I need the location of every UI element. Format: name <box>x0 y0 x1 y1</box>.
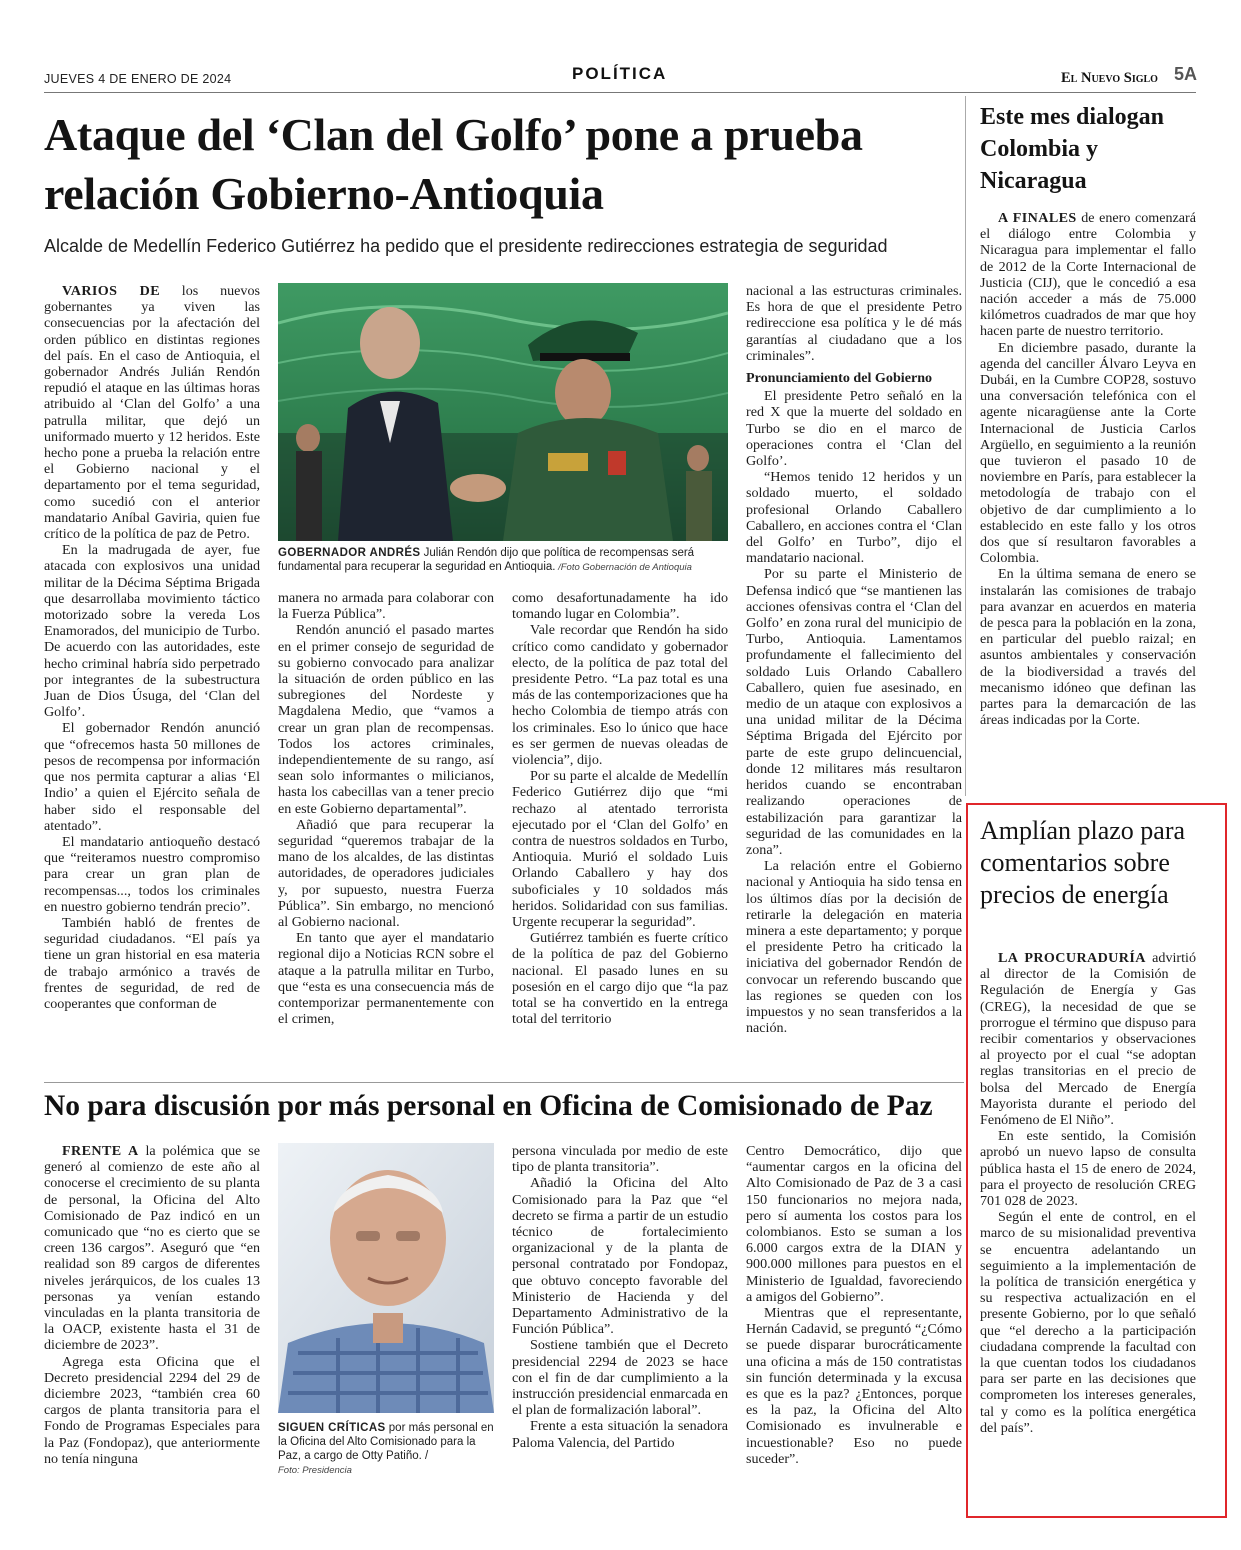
paragraph: En la madrugada de ayer, fue atacada con explosivos una unidad militar de la Décima Séptima Brigada que desarrollaba movimiento táctico motorizado sobre la vereda Los Enamorados, del municipio de Turbo. De acuerdo con las autoridades, este hecho criminal habría sido perpetrado por integrantes de la subestructura Juan de Dios Úsuga, del ‘Clan del Golfo’. <box>44 542 260 721</box>
main-deck: Alcalde de Medellín Federico Gutiérrez ha pedido que el presidente redirecciones estrategia de seguridad <box>44 236 888 256</box>
paragraph: Gutiérrez también es fuerte crítico de la política de paz del Gobierno nacional. El pasado lunes en su posesión en el cargo dijo que “la paz total se ha convertido en la entrega total del territorio <box>512 930 728 1028</box>
paragraph: La relación entre el Gobierno nacional y Antioquia ha sido tensa en los últimos días por la decisión de retirarle la delegación en materia minera a este departamento; y porque el presidente Petro ha criticado la iniciativa del gobernador Rendón de convocar un referendo buscando que las regiones se queden con los impuestos y no sean transferidos a la nación. <box>746 858 962 1037</box>
second-col-1 <box>44 1143 260 1493</box>
sidebar2-title: Amplían plazo para comentarios sobre precios de energía <box>980 816 1186 909</box>
paragraph: manera no armada para colaborar con la Fuerza Pública”. <box>278 590 494 623</box>
paragraph: “Hemos tenido 12 heridos y un soldado muerto, el soldado profesional Orlando Caballero Caballero, en acciones contra el ‘Clan del Golfo’ en Turbo”, dijo el mandatario nacional. <box>746 469 962 567</box>
sidebar1-title: Este mes dialogan Colombia y Nicaragua <box>980 104 1165 194</box>
lead-in: FRENTE A <box>62 1143 139 1159</box>
paragraph: En este sentido, la Comisión aprobó un nuevo lapso de consulta pública hasta el 15 de enero de 2024, para el proyecto de resolución CREG 701 028 de 2023. <box>980 1128 1196 1210</box>
paragraph: Por su parte el alcalde de Medellín Federico Gutiérrez dijo que “mi rechazo al atentado terrorista ejecutado por el ‘Clan del Golfo’ en contra de nuestros soldados en Turbo, Antioquia. Murió el soldado Luis Orlando Caballero y hay dos suboficiales y 10 soldados más heridos. Solidaridad con sus familias. Urgente recuperar la seguridad”. <box>512 768 728 931</box>
paragraph: El mandatario antioqueño destacó que “reiteramos nuestro compromiso para crear un gran plan de recompensas..., todos los criminales en nuestro gobierno tendrán precio”. <box>44 833 260 915</box>
caption-text: por más personal en la Oficina del Alto Comisionado para la Paz, a cargo de Otty Patiño. / <box>278 1422 494 1462</box>
paragraph: En la última semana de enero se instalarán las comisiones de trabajo para avanzar en acuerdos en materia de pesca para la población en la zona, en particular del pueblo raizal; en asuntos ambientales y conservación de la biodiversidad a través del mecanismo idóneo que definan las partes para la demarcación de las áreas indicadas por la Corte. <box>980 566 1196 729</box>
photo-governor-soldier <box>278 283 728 541</box>
section-name: POLÍTICA <box>572 64 668 83</box>
sidebar-divider <box>965 96 966 796</box>
paragraph: advirtió al director de la Comisión de Regulación de Energía y Gas (CREG), la necesidad de que se prorrogue el término que dispuso para recibir comentarios y observaciones al proyecto por el cual “se adoptan reglas transitorias en el precio de bolsa del Mercado de Energía Mayorista durante el periodo del Fenómeno de El Niño”. <box>980 950 1196 1129</box>
paragraph: Centro Democrático, dijo que “aumentar cargos en la oficina del Alto Comisionado de Paz de 3 a casi 150 funcionarios no mejora nada, pero sí aumenta los costos para los colombianos. Esto se suman a los 6.000 cargos extra de la DIAN y 900.000 millones para puestos en el Ministerio de Igualdad, favoreciendo a amigos del Gobierno”. <box>746 1143 962 1305</box>
paragraph: También habló de frentes de seguridad ciudadanos. “El país ya tiene un gran historial en esa materia de trabajo armónico a través de frentes de seguridad, de red de cooperantes que conforman de <box>44 914 260 1012</box>
second-photo <box>278 1143 494 1413</box>
paragraph: nacional a las estructuras criminales. Es hora de que el presidente Petro redireccione esa política y le dé más garantías al ciudadano que a los criminales”. <box>746 283 962 364</box>
paragraph: persona vinculada por medio de este tipo de planta transitoria”. <box>512 1143 728 1176</box>
paragraph: Frente a esta situación la senadora Paloma Valencia, del Partido <box>512 1418 728 1451</box>
photo-credit: Foto: Presidencia <box>278 1465 352 1476</box>
paragraph: Mientras que el representante, Hernán Cadavid, se preguntó “¿Cómo se puede disparar burocráticamente una oficina a más de 150 contratistas sin función determinada y la excusa es que es la paz? ¿Entonces, porque es la paz, la Oficina del Alto Comisionado es invulnerable e incuestionable? Eso no puede suceder”. <box>746 1305 962 1467</box>
paragraph: En tanto que ayer el mandatario regional dijo a Noticias RCN sobre el ataque a la patrulla militar en Turbo, que “esta es una consecuencia más de contemporizar permanentemente con el crimen, <box>278 930 494 1028</box>
paragraph: la polémica que se generó al comienzo de este año al conocerse el crecimiento de su planta de personal, la Oficina del Alto Comisionado de Paz indicó en un comunicado que “no es cierto que se creen 136 cargos”. Aseguró que “en realidad son 89 cargos de diferentes niveles jerárquicos, de los cuales 13 personas ya venían estando vinculadas en la planta transitoria de la OACP, existente hasta el 31 de diciembre de 2023”. <box>44 1143 260 1354</box>
sidebar1-body <box>980 210 1196 795</box>
paragraph: Agrega esta Oficina que el Decreto presidencial 2294 del 29 de diciembre 2023, “también crea 60 cargos de planta transitoria para el Fondo de Programas Especiales para la Paz (Fondopaz), que anteriormente no tenía ninguna <box>44 1353 260 1467</box>
header-rule <box>44 92 1196 93</box>
paragraph: Añadió la Oficina del Alto Comisionado para la Paz que “el decreto se firma a partir de un estudio técnico de fortalecimiento organizacional y de la planta de personal contratado por Fondopaz, que obtuvo concepto favorable del Ministerio de Hacienda y del Departamento Administrativo de la Función Pública”. <box>512 1175 728 1338</box>
second-col-4 <box>746 1143 962 1493</box>
edition-date: JUEVES 4 DE ENERO DE 2024 <box>44 72 232 86</box>
paragraph: de enero comenzará el diálogo entre Colombia y Nicaragua para implementar el fallo de 2012 de la Corte Internacional de Justicia (CIJ), que le concedió a esa nación acceder a más de 75.000 kilómetros cuadrados de mar que hoy hacen parte de nuestro territorio. <box>980 210 1196 340</box>
caption-lead: SIGUEN CRÍTICAS <box>278 1422 386 1434</box>
paragraph: Añadió que para recuperar la seguridad “queremos trabajar de la mano de los alcaldes, de las distintas autoridades, de operadores judiciales y, por supuesto, nuestra Fuerza Pública”. Sin embargo, no mencionó al Gobierno nacional. <box>278 816 494 931</box>
main-col-3 <box>512 590 728 1075</box>
paragraph: Sostiene también que el Decreto presidencial 2294 de 2023 se hace con el fin de dar cumplimiento a la instrucción presidencial enmarcada en el plan de formalización laboral”. <box>512 1337 728 1419</box>
paragraph: El presidente Petro señaló en la red X que la muerte del soldado en Turbo se dio en el marco de operaciones contra el ‘Clan del Golfo’. <box>746 388 962 470</box>
sidebar2-body <box>980 950 1196 1490</box>
second-photo-caption <box>278 1421 494 1478</box>
newspaper-brand: El Nuevo Siglo <box>1061 70 1158 86</box>
photo-credit: /Foto Gobernación de Antioquia <box>555 562 692 573</box>
subheading: Pronunciamiento del Gobierno <box>746 370 933 387</box>
photo-otty-patino <box>278 1143 494 1413</box>
lead-in: LA PROCURADURÍA <box>998 950 1146 966</box>
second-col-3 <box>512 1143 728 1493</box>
paragraph: El gobernador Rendón anunció que “ofrecemos hasta 50 millones de pesos de recompensa por información que nos permita capturar a alias ‘El Indio’ a quien el Ejército señala de haber sido el responsable del atentado”. <box>44 720 260 834</box>
paragraph: Vale recordar que Rendón ha sido crítico como candidato y gobernador electo, de la política de paz total del presidente Petro. “La paz total es una más de las contemporizaciones que ha hecho Colombia de tiempo atrás con los criminales. Eso lo único que hace es ser germen de nuevas oleadas de violencia”, dijo. <box>512 622 728 769</box>
paragraph: En diciembre pasado, durante la agenda del canciller Álvaro Leyva en Dubái, en la Cumbre COP28, sostuvo una conversación telefónica con el agente nicaragüense ante la Corte Internacional de Justicia Carlos Argüello, en seguimiento a la reunión que tuvieron el pasado 10 de noviembre en París, para establecer la metodología de trabajo con el objetivo de dar cumplimiento a lo establecido en este fallo y los otros dos que sí resultaron favorables a Colombia. <box>980 339 1196 567</box>
article-separator <box>44 1082 964 1083</box>
second-headline: No para discusión por más personal en Oficina de Comisionado de Paz <box>44 1090 933 1122</box>
main-col-2 <box>278 590 494 1075</box>
page-number: 5A <box>1174 64 1198 84</box>
paragraph: como desafortunadamente ha ido tomando lugar en Colombia”. <box>512 590 728 623</box>
lead-in: A FINALES <box>998 210 1077 226</box>
main-headline: Ataque del ‘Clan del Golfo’ pone a prueba relación Gobierno-Antioquia <box>44 109 863 219</box>
main-col-1 <box>44 283 260 1073</box>
caption-text: Julián Rendón dijo que política de recompensas será fundamental para recuperar la seguridad en Antioquia. <box>278 547 695 573</box>
main-col-4 <box>746 283 962 1075</box>
lead-in: VARIOS DE <box>62 283 160 299</box>
paragraph: Rendón anunció el pasado martes en el primer consejo de seguridad de su gobierno convocado para analizar la situación de orden público en las subregiones del Nordeste y Magdalena Medio, que “vamos a crear un gran plan de recompensas. Todos los actores criminales, independientemente de su rango, así sean solo informantes o milicianos, hasta los cabecillas van a tener precio en este Gobierno departamental”. <box>278 622 494 817</box>
paragraph: Por su parte el Ministerio de Defensa indicó que “se mantienen las acciones ofensivas contra el ‘Clan del Golfo’ en zona rural del municipio de Turbo, Antioquia. Lamentamos profundamente el fallecimiento del soldado Luis Orlando Caballero Caballero, quien fue asesinado, en medio de un ataque con explosivos a una unidad militar de la Décima Séptima Brigada del Ejército por parte de este grupo delincuencial, donde 12 militares más resultaron heridos cuando se encontraban realizando operaciones de estabilización para garantizar la seguridad de las comunidades en la zona”. <box>746 566 962 858</box>
main-photo <box>278 283 728 541</box>
main-photo-caption <box>278 546 730 575</box>
paragraph: los nuevos gobernantes ya viven las consecuencias por la afectación del orden público en distintas regiones del país. En el caso de Antioquia, el gobernador Andrés Julián Rendón repudió el ataque en las últimas horas atribuido al ‘Clan del Golfo’ a una patrulla militar, que dejó un uniformado muerto y 12 heridos. Este hecho pone a prueba la relación entre el Gobierno nacional y el departamento por el tema seguridad, como sucedió con el anterior mandatario Aníbal Gaviria, quien fue crítico de la política de paz de Petro. <box>44 283 260 543</box>
caption-lead: GOBERNADOR ANDRÉS <box>278 547 421 559</box>
paragraph: Según el ente de control, en el marco de su misionalidad preventiva se encuentra adelantando un seguimiento a la implementación de la política de transición energética y su respectiva actualización en el presente Gobierno, por lo que señaló que “el derecho a la participación ciudadana comprende la facultad con la que cuentan todos los ciudadanos para ser parte en las decisiones que comprometen los intereses generales, tal y como es la política energética del país”. <box>980 1209 1196 1436</box>
